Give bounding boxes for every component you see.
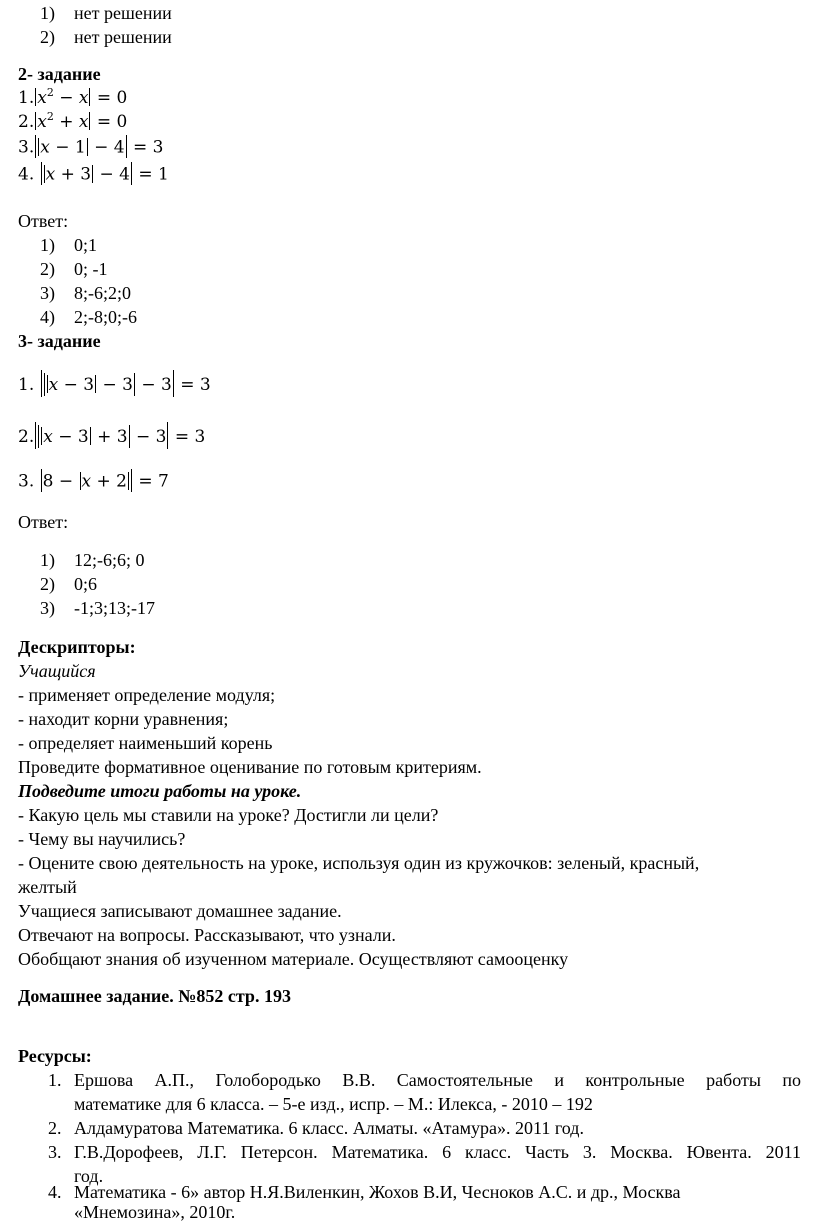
- summary-statement: Обобщают знания об изученном материале. Осуществляют самооценку: [18, 949, 569, 969]
- task2-equation-3: 3. x − 1 − 4 = 3: [18, 135, 163, 160]
- task2-equation-4: 4. x + 3 − 4 = 1: [18, 162, 169, 187]
- task3-equation-2: 2. x − 3 + 3 − 3 = 3: [18, 422, 205, 449]
- resources-heading: Ресурсы:: [18, 1046, 92, 1066]
- summary-statement: Учащиеся записывают домашнее задание.: [18, 901, 342, 921]
- task3-equation-3: 3. 8 − x + 2 = 7: [18, 469, 169, 494]
- task2-equation-2: 2. $x^2 + x = 0$: [18, 110, 128, 132]
- descriptor-item: - применяет определение модуля;: [18, 685, 276, 705]
- summary-question: - Какую цель мы ставили на уроке? Достигли ли цели?: [18, 805, 439, 825]
- task2-equation-1: 1. $x^2 - x = 0$: [18, 86, 128, 108]
- summary-question: желтый: [18, 877, 77, 897]
- descriptors-subject: Учащийся: [18, 661, 96, 681]
- task3-answer-label: Ответ:: [18, 512, 69, 532]
- descriptor-item: - определяет наименьший корень: [18, 733, 273, 753]
- task3-heading: 3- задание: [18, 331, 101, 351]
- homework-line: Домашнее задание. №852 стр. 193: [18, 986, 291, 1006]
- descriptors-heading: Дескрипторы:: [18, 637, 136, 657]
- summary-heading: Подведите итоги работы на уроке.: [18, 781, 302, 801]
- summary-question: - Чему вы научились?: [18, 829, 186, 849]
- descriptor-item: - находит корни уравнения;: [18, 709, 229, 729]
- task2-heading: 2- задание: [18, 64, 101, 84]
- assessment-text: Проведите формативное оценивание по готовым критериям.: [18, 757, 482, 777]
- summary-statement: Отвечают на вопросы. Рассказывают, что узнали.: [18, 925, 396, 945]
- summary-question: - Оцените свою деятельность на уроке, используя один из кружочков: зеленый, красный,: [18, 853, 700, 873]
- task2-answer-label: Ответ:: [18, 211, 69, 231]
- task3-equation-1: 1. x − 3 − 3 − 3 = 3: [18, 370, 211, 397]
